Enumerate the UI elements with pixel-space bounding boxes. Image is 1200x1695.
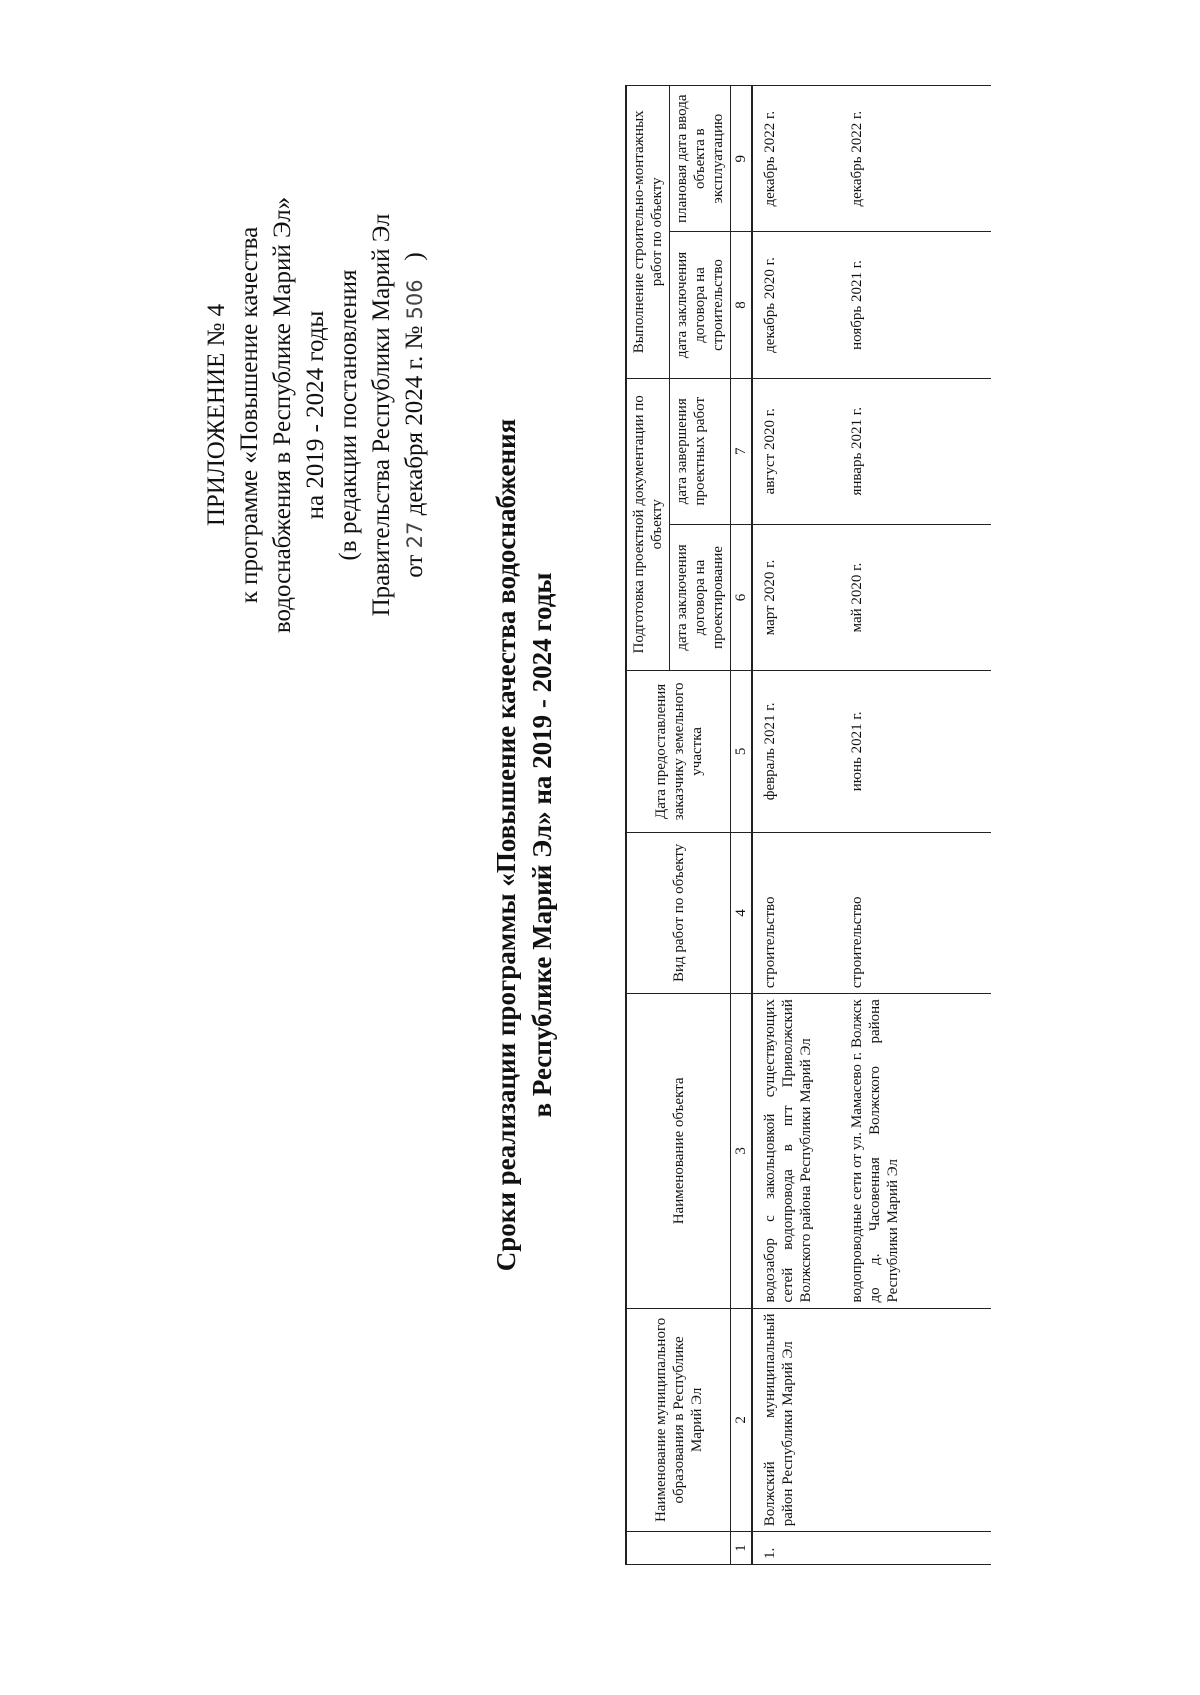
date-day: 27: [403, 521, 427, 549]
column-number: 9: [731, 86, 753, 232]
appendix-line: водоснабжения в Республике Марий Эл»: [269, 196, 296, 634]
title-line-1: Сроки реализации программы «Повышение качества водоснабжения: [491, 418, 521, 1272]
cell-object-name: водозабор с закольцовкой существующих сетей водопровода в пгт Приволжский Волжского района Республики Марий Эл: [752, 994, 818, 1308]
cell-land-date: февраль 2021 г.: [752, 671, 818, 833]
title-line-2: в Республике Марий Эл» на 2019 - 2024 годы: [527, 572, 557, 1118]
cell-design-contract: май 2020 г.: [818, 524, 991, 670]
cell-commission: декабрь 2022 г.: [752, 86, 818, 232]
cell-municipality: Волжский муниципальный район Республики Марий Эл: [752, 1308, 818, 1532]
cell-object-name: водопроводные сети от ул. Мамасево г. Волжск до д. Часовенная Волжского района Республики Марий Эл: [818, 994, 991, 1308]
cell-work-type: строительство: [818, 832, 991, 994]
appendix-date-line: [398, 185, 432, 645]
date-suffix: ): [401, 252, 428, 261]
header-land-date: Дата предоставления заказчику земельного участка: [626, 671, 731, 833]
column-number: 3: [731, 994, 753, 1308]
appendix-line: к программе «Повышение качества: [236, 226, 263, 604]
table-row: [818, 86, 991, 1565]
cell-work-type: строительство: [752, 832, 818, 994]
cell-commission: декабрь 2022 г.: [818, 86, 991, 232]
column-number: 7: [731, 378, 753, 524]
cell-build-contract: ноябрь 2021 г.: [818, 232, 991, 378]
header-cell-num: [626, 1532, 731, 1565]
column-numbers-row: [731, 86, 753, 1565]
header-work-type: Вид работ по объекту: [626, 832, 731, 994]
column-number: 6: [731, 524, 753, 670]
cell-build-contract: декабрь 2020 г.: [752, 232, 818, 378]
row-number: [818, 1532, 991, 1565]
document-title: [488, 185, 560, 1505]
row-number: 1.: [752, 1532, 818, 1565]
appendix-line: Правительства Республики Марий Эл: [368, 213, 395, 617]
header-commission: плановая дата ввода объекта в эксплуатацию: [670, 86, 731, 232]
schedule-table: [625, 85, 991, 1565]
date-month-year: декабря 2024 г. №: [401, 325, 428, 516]
column-number: 4: [731, 832, 753, 994]
table-row: [752, 86, 818, 1565]
column-number: 1: [731, 1532, 753, 1565]
cell-design-end: август 2020 г.: [752, 378, 818, 524]
document-number: 506: [403, 279, 427, 320]
header-build-contract: дата заключения договора на строительство: [670, 232, 731, 378]
header-design-end: дата завершения проектных работ: [670, 378, 731, 524]
cell-municipality: [818, 1308, 991, 1532]
cell-design-contract: март 2020 г.: [752, 524, 818, 670]
column-number: 8: [731, 232, 753, 378]
header-design-contract: дата заключения договора на проектирование: [670, 524, 731, 670]
column-number: 5: [731, 671, 753, 833]
header-municipality: Наименование муниципального образования в Республике Марий Эл: [626, 1308, 731, 1532]
appendix-block: [200, 185, 432, 645]
appendix-line: (в редакции постановления: [335, 269, 362, 561]
cell-land-date: июнь 2021 г.: [818, 671, 991, 833]
appendix-line: ПРИЛОЖЕНИЕ № 4: [203, 303, 230, 527]
date-prefix: от: [401, 554, 428, 578]
cell-design-end: январь 2021 г.: [818, 378, 991, 524]
header-design-group: Подготовка проектной документации по объекту: [626, 378, 670, 671]
header-object-name: Наименование объекта: [626, 994, 731, 1308]
header-build-group: Выполнение строительно-монтажных работ по объекту: [626, 86, 670, 379]
column-number: 2: [731, 1308, 753, 1532]
appendix-line: на 2019 - 2024 годы: [302, 310, 329, 520]
